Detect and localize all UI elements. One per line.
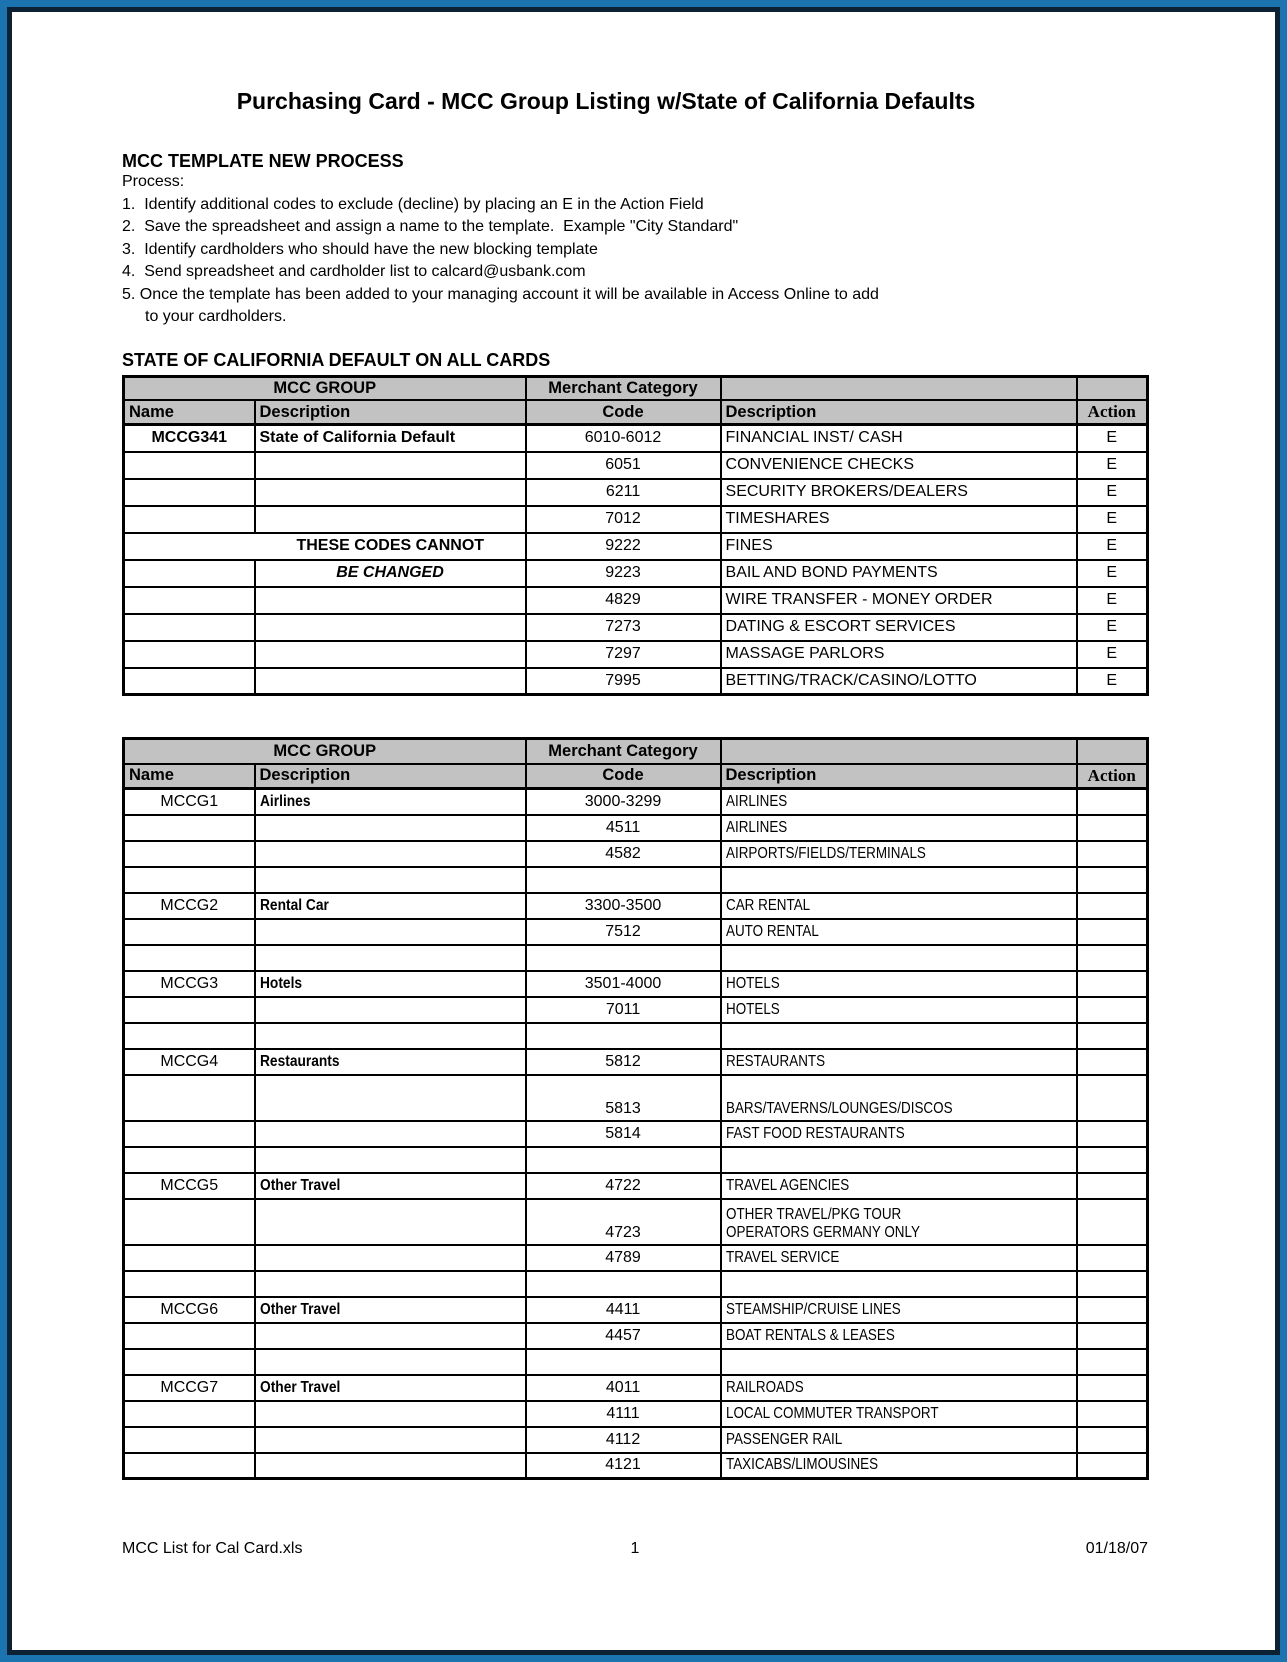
table-row: [124, 997, 1148, 1023]
table-row: [124, 1121, 1148, 1147]
code-cell: 4789: [526, 1245, 721, 1271]
action-cell: [1077, 997, 1148, 1023]
group-desc-cell: [255, 1297, 526, 1323]
action-cell: E: [1077, 533, 1148, 560]
group-desc-text: Other Travel: [259, 1176, 340, 1194]
action-cell: [1077, 1297, 1148, 1323]
name-cell: [124, 1427, 255, 1453]
table-row: [124, 425, 1148, 452]
action-cell: [1077, 1427, 1148, 1453]
group-desc-cell: [255, 1245, 526, 1271]
group-desc-cell: [255, 1375, 526, 1401]
description-cell: [721, 479, 1077, 506]
code-cell: 4582: [526, 841, 721, 867]
group-desc-cell: [255, 587, 526, 614]
group-span-cell: THESE CODES CANNOT: [124, 533, 526, 560]
process-step-3: 3. Identify cardholders who should have the new blocking template: [122, 240, 598, 258]
table-row: [124, 1049, 1148, 1075]
separator-row: [124, 1271, 1148, 1297]
description-text: OPERATORS GERMANY ONLY: [725, 1223, 920, 1241]
description-text: OTHER TRAVEL/PKG TOUR: [725, 1205, 901, 1223]
description-cell: [721, 841, 1077, 867]
process-step-5-continuation: to your cardholders.: [145, 308, 287, 325]
description-cell: [721, 919, 1077, 945]
action-cell: [1077, 893, 1148, 919]
group-desc-text: BE CHANGED: [336, 564, 444, 581]
description-text: BARS/TAVERNS/LOUNGES/DISCOS: [725, 1099, 953, 1117]
process-label: Process:: [122, 173, 185, 190]
code-cell: 7297: [526, 641, 721, 668]
action-cell: [1077, 1323, 1148, 1349]
description-text: RAILROADS: [725, 1378, 804, 1396]
header-description: Description: [721, 400, 1077, 425]
code-cell: 4723: [526, 1199, 721, 1245]
description-cell: [721, 1147, 1077, 1173]
header-mcc-group: MCC GROUP: [124, 739, 526, 764]
name-cell: [124, 614, 255, 641]
code-cell: 6051: [526, 452, 721, 479]
description-cell: [721, 945, 1077, 971]
description-text: AIRLINES: [725, 792, 787, 810]
group-desc-cell: [255, 479, 526, 506]
code-cell: 4457: [526, 1323, 721, 1349]
description-text: AIRPORTS/FIELDS/TERMINALS: [725, 844, 926, 862]
name-cell: MCCG341: [124, 425, 255, 452]
action-cell: E: [1077, 452, 1148, 479]
code-cell: 3501-4000: [526, 971, 721, 997]
action-cell: [1077, 1049, 1148, 1075]
code-cell: 7012: [526, 506, 721, 533]
name-cell: [124, 1147, 255, 1173]
header-code: Code: [526, 764, 721, 789]
code-cell: 7512: [526, 919, 721, 945]
code-cell: [526, 1023, 721, 1049]
group-desc-cell: [255, 867, 526, 893]
group-desc-cell: [255, 1199, 526, 1245]
table-row: [124, 1401, 1148, 1427]
action-cell: [1077, 919, 1148, 945]
name-cell: MCCG5: [124, 1173, 255, 1199]
table-row: [124, 452, 1148, 479]
action-cell: E: [1077, 560, 1148, 587]
action-cell: E: [1077, 668, 1148, 695]
action-cell: [1077, 1173, 1148, 1199]
description-cell: [721, 1375, 1077, 1401]
group-desc-cell: [255, 506, 526, 533]
code-cell: 4111: [526, 1401, 721, 1427]
group-desc-cell: [255, 919, 526, 945]
name-cell: MCCG7: [124, 1375, 255, 1401]
table-gap: [122, 696, 1148, 737]
group-desc-text: Other Travel: [259, 1378, 340, 1396]
name-cell: [124, 1245, 255, 1271]
code-cell: 4011: [526, 1375, 721, 1401]
mcc-default-table: [122, 375, 1149, 697]
code-cell: [526, 867, 721, 893]
description-text: BETTING/TRACK/CASINO/LOTTO: [725, 671, 977, 689]
name-cell: [124, 1075, 255, 1121]
footer-filename: MCC List for Cal Card.xls: [122, 1540, 303, 1557]
action-cell: [1077, 1453, 1148, 1479]
group-desc-cell: [255, 893, 526, 919]
name-cell: [124, 560, 255, 587]
name-cell: [124, 1453, 255, 1479]
action-cell: [1077, 971, 1148, 997]
action-cell: [1077, 1147, 1148, 1173]
description-text: WIRE TRANSFER - MONEY ORDER: [725, 591, 993, 608]
description-cell: [721, 1075, 1077, 1121]
table-row: [124, 1297, 1148, 1323]
description-cell: [721, 1121, 1077, 1147]
group-desc-cell: [255, 1271, 526, 1297]
code-cell: 9222: [526, 533, 721, 560]
code-cell: 4829: [526, 587, 721, 614]
header-description: Description: [255, 400, 526, 425]
document-page: [7, 7, 1280, 1655]
table-row: [124, 560, 1148, 587]
action-cell: [1077, 1349, 1148, 1375]
group-desc-cell: [255, 425, 526, 452]
description-text: TRAVEL AGENCIES: [725, 1176, 849, 1194]
name-cell: [124, 815, 255, 841]
description-text: LOCAL COMMUTER TRANSPORT: [725, 1404, 939, 1422]
header-description: Description: [255, 764, 526, 789]
name-cell: [124, 1199, 255, 1245]
description-cell: [721, 506, 1077, 533]
name-cell: MCCG4: [124, 1049, 255, 1075]
group-desc-cell: [255, 560, 526, 587]
separator-row: [124, 1023, 1148, 1049]
group-desc-cell: [255, 614, 526, 641]
group-desc-cell: [255, 668, 526, 695]
action-cell: [1077, 1401, 1148, 1427]
header-name: Name: [124, 400, 255, 425]
code-cell: 7995: [526, 668, 721, 695]
action-cell: [1077, 867, 1148, 893]
description-cell: [721, 971, 1077, 997]
action-cell: [1077, 1199, 1148, 1245]
name-cell: [124, 587, 255, 614]
description-cell: [721, 1453, 1077, 1479]
description-cell: [721, 1349, 1077, 1375]
group-desc-cell: [255, 1323, 526, 1349]
group-desc-cell: [255, 1075, 526, 1121]
code-cell: 4511: [526, 815, 721, 841]
name-cell: [124, 1271, 255, 1297]
group-desc-cell: [255, 789, 526, 815]
group-desc-cell: [255, 1427, 526, 1453]
process-step-4: 4. Send spreadsheet and cardholder list to calcard@usbank.com: [122, 263, 586, 280]
header-action: Action: [1077, 400, 1148, 425]
separator-row: [124, 945, 1148, 971]
section-heading-process: MCC TEMPLATE NEW PROCESS: [122, 151, 404, 171]
header-row-columns: [124, 764, 1148, 789]
group-desc-cell: [255, 1453, 526, 1479]
description-text: FINANCIAL INST/ CASH: [725, 429, 903, 447]
action-cell: E: [1077, 425, 1148, 452]
table-row: [124, 1375, 1148, 1401]
name-cell: [124, 1121, 255, 1147]
action-cell: E: [1077, 479, 1148, 506]
table-row: [124, 1323, 1148, 1349]
description-text: TIMESHARES: [725, 510, 830, 527]
code-cell: 4112: [526, 1427, 721, 1453]
group-desc-cell: [255, 1121, 526, 1147]
name-cell: [124, 997, 255, 1023]
code-cell: 5812: [526, 1049, 721, 1075]
code-cell: [526, 945, 721, 971]
group-desc-cell: [255, 1147, 526, 1173]
description-text: AUTO RENTAL: [725, 922, 819, 940]
header-empty-cell: [1077, 739, 1148, 764]
code-cell: 4722: [526, 1173, 721, 1199]
table-row: [124, 533, 1148, 560]
description-text: FAST FOOD RESTAURANTS: [725, 1124, 905, 1142]
table-row: [124, 614, 1148, 641]
description-text: RESTAURANTS: [725, 1052, 825, 1070]
description-cell: [721, 1023, 1077, 1049]
action-cell: [1077, 1023, 1148, 1049]
description-cell: [721, 587, 1077, 614]
description-text: FINES: [725, 537, 773, 554]
header-merchant-category: Merchant Category: [526, 376, 721, 400]
description-cell: [721, 1297, 1077, 1323]
code-cell: 3300-3500: [526, 893, 721, 919]
name-cell: [124, 919, 255, 945]
header-description: Description: [721, 764, 1077, 789]
header-empty-cell: [721, 739, 1077, 764]
description-text: SECURITY BROKERS/DEALERS: [725, 483, 968, 500]
group-desc-cell: [255, 971, 526, 997]
group-desc-text: Restaurants: [259, 1052, 340, 1070]
action-cell: [1077, 1271, 1148, 1297]
group-desc-text: Rental Car: [259, 896, 329, 914]
code-cell: 4121: [526, 1453, 721, 1479]
action-cell: [1077, 1245, 1148, 1271]
name-cell: MCCG2: [124, 893, 255, 919]
code-cell: [526, 1271, 721, 1297]
group-desc-cell: [255, 452, 526, 479]
action-cell: E: [1077, 587, 1148, 614]
description-cell: [721, 1401, 1077, 1427]
footer-page-number: 1: [630, 1540, 640, 1557]
name-cell: [124, 1401, 255, 1427]
group-desc-text: Hotels: [259, 974, 302, 992]
page-footer: [122, 1540, 1148, 1558]
header-name: Name: [124, 764, 255, 789]
description-cell: [721, 1173, 1077, 1199]
description-text: CONVENIENCE CHECKS: [725, 456, 914, 473]
group-desc-cell: [255, 1349, 526, 1375]
process-step-2: 2. Save the spreadsheet and assign a name to the template. Example "City Standard": [122, 218, 739, 235]
name-cell: [124, 867, 255, 893]
description-text: AIRLINES: [725, 818, 787, 836]
code-cell: 9223: [526, 560, 721, 587]
action-cell: [1077, 945, 1148, 971]
code-cell: [526, 1147, 721, 1173]
code-cell: [526, 1349, 721, 1375]
process-step-1: 1. Identify additional codes to exclude (decline) by placing an E in the Action Field: [122, 195, 704, 213]
table-row: [124, 841, 1148, 867]
group-desc-cell: [255, 1401, 526, 1427]
description-cell: [721, 668, 1077, 695]
table-row: [124, 1453, 1148, 1479]
description-cell: [721, 1245, 1077, 1271]
table-row: [124, 587, 1148, 614]
name-cell: MCCG3: [124, 971, 255, 997]
action-cell: [1077, 841, 1148, 867]
group-desc-text: Other Travel: [259, 1300, 340, 1318]
name-cell: MCCG1: [124, 789, 255, 815]
description-text: MASSAGE PARLORS: [725, 645, 885, 662]
group-desc-cell: [255, 997, 526, 1023]
description-cell: [721, 1049, 1077, 1075]
code-cell: 3000-3299: [526, 789, 721, 815]
action-cell: [1077, 1375, 1148, 1401]
description-text: HOTELS: [725, 1000, 780, 1018]
name-cell: [124, 641, 255, 668]
group-desc-cell: [255, 945, 526, 971]
name-cell: [124, 506, 255, 533]
action-cell: [1077, 1075, 1148, 1121]
name-cell: [124, 668, 255, 695]
footer-date: 01/18/07: [1085, 1540, 1148, 1557]
description-cell: [721, 997, 1077, 1023]
code-cell: 5814: [526, 1121, 721, 1147]
code-cell: 5813: [526, 1075, 721, 1121]
header-code: Code: [526, 400, 721, 425]
table-row: [124, 1075, 1148, 1121]
description-cell: [721, 1323, 1077, 1349]
name-cell: [124, 945, 255, 971]
description-text: CAR RENTAL: [725, 896, 810, 914]
action-cell: [1077, 1121, 1148, 1147]
code-cell: 7011: [526, 997, 721, 1023]
group-desc-text: State of California Default: [259, 429, 456, 447]
table-row: [124, 668, 1148, 695]
name-cell: MCCG6: [124, 1297, 255, 1323]
group-desc-cell: [255, 841, 526, 867]
table-row: [124, 1427, 1148, 1453]
description-cell: [721, 641, 1077, 668]
mcc-group-table: [122, 737, 1149, 1480]
action-cell: [1077, 815, 1148, 841]
name-cell: [124, 479, 255, 506]
header-row-group: [124, 376, 1148, 400]
group-desc-text: Airlines: [259, 792, 310, 810]
description-text: TRAVEL SERVICE: [725, 1248, 839, 1266]
description-cell: [721, 1271, 1077, 1297]
table-row: [124, 815, 1148, 841]
header-row-columns: [124, 400, 1148, 425]
page-title: Purchasing Card - MCC Group Listing w/State of California Defaults: [236, 88, 976, 114]
table-row: [124, 1199, 1148, 1245]
description-cell: [721, 815, 1077, 841]
action-cell: [1077, 789, 1148, 815]
description-cell: [721, 1427, 1077, 1453]
description-text: BOAT RENTALS & LEASES: [725, 1326, 895, 1344]
description-cell: [721, 560, 1077, 587]
description-cell: [721, 789, 1077, 815]
table-row: [124, 1173, 1148, 1199]
code-cell: 6211: [526, 479, 721, 506]
header-mcc-group: MCC GROUP: [124, 376, 526, 400]
separator-row: [124, 1349, 1148, 1375]
description-cell: [721, 867, 1077, 893]
group-desc-cell: [255, 815, 526, 841]
table-row: [124, 641, 1148, 668]
separator-row: [124, 867, 1148, 893]
table-row: [124, 479, 1148, 506]
code-cell: 4411: [526, 1297, 721, 1323]
description-text: STEAMSHIP/CRUISE LINES: [725, 1300, 901, 1318]
description-cell: [721, 425, 1077, 452]
description-cell: [721, 452, 1077, 479]
name-cell: [124, 841, 255, 867]
action-cell: E: [1077, 506, 1148, 533]
header-empty-cell: [721, 376, 1077, 400]
group-desc-cell: [255, 1173, 526, 1199]
group-desc-cell: [255, 1049, 526, 1075]
description-cell: [721, 533, 1077, 560]
code-cell: 7273: [526, 614, 721, 641]
section-heading-state-default: STATE OF CALIFORNIA DEFAULT ON ALL CARDS: [122, 349, 551, 370]
name-cell: [124, 1349, 255, 1375]
header-row-group: [124, 739, 1148, 764]
header-empty-cell: [1077, 376, 1148, 400]
separator-row: [124, 1147, 1148, 1173]
description-cell: [721, 614, 1077, 641]
group-desc-cell: [255, 641, 526, 668]
description-text: PASSENGER RAIL: [725, 1430, 842, 1448]
name-cell: [124, 1323, 255, 1349]
table-row: [124, 893, 1148, 919]
description-cell: [721, 893, 1077, 919]
header-merchant-category: Merchant Category: [526, 739, 721, 764]
action-cell: E: [1077, 641, 1148, 668]
name-cell: [124, 1023, 255, 1049]
description-text: DATING & ESCORT SERVICES: [725, 618, 956, 635]
code-cell: 6010-6012: [526, 425, 721, 452]
description-text: TAXICABS/LIMOUSINES: [725, 1456, 878, 1474]
header-action: Action: [1077, 764, 1148, 789]
name-cell: [124, 452, 255, 479]
description-text: BAIL AND BOND PAYMENTS: [725, 564, 938, 581]
table-row: [124, 971, 1148, 997]
table-row: [124, 506, 1148, 533]
group-desc-cell: [255, 1023, 526, 1049]
table-row: [124, 1245, 1148, 1271]
description-text: HOTELS: [725, 974, 780, 992]
process-step-5: 5. Once the template has been added to your managing account it will be available in Access Online to add: [122, 285, 879, 303]
description-cell: [721, 1199, 1077, 1245]
table-row: [124, 919, 1148, 945]
table-row: [124, 789, 1148, 815]
action-cell: E: [1077, 614, 1148, 641]
